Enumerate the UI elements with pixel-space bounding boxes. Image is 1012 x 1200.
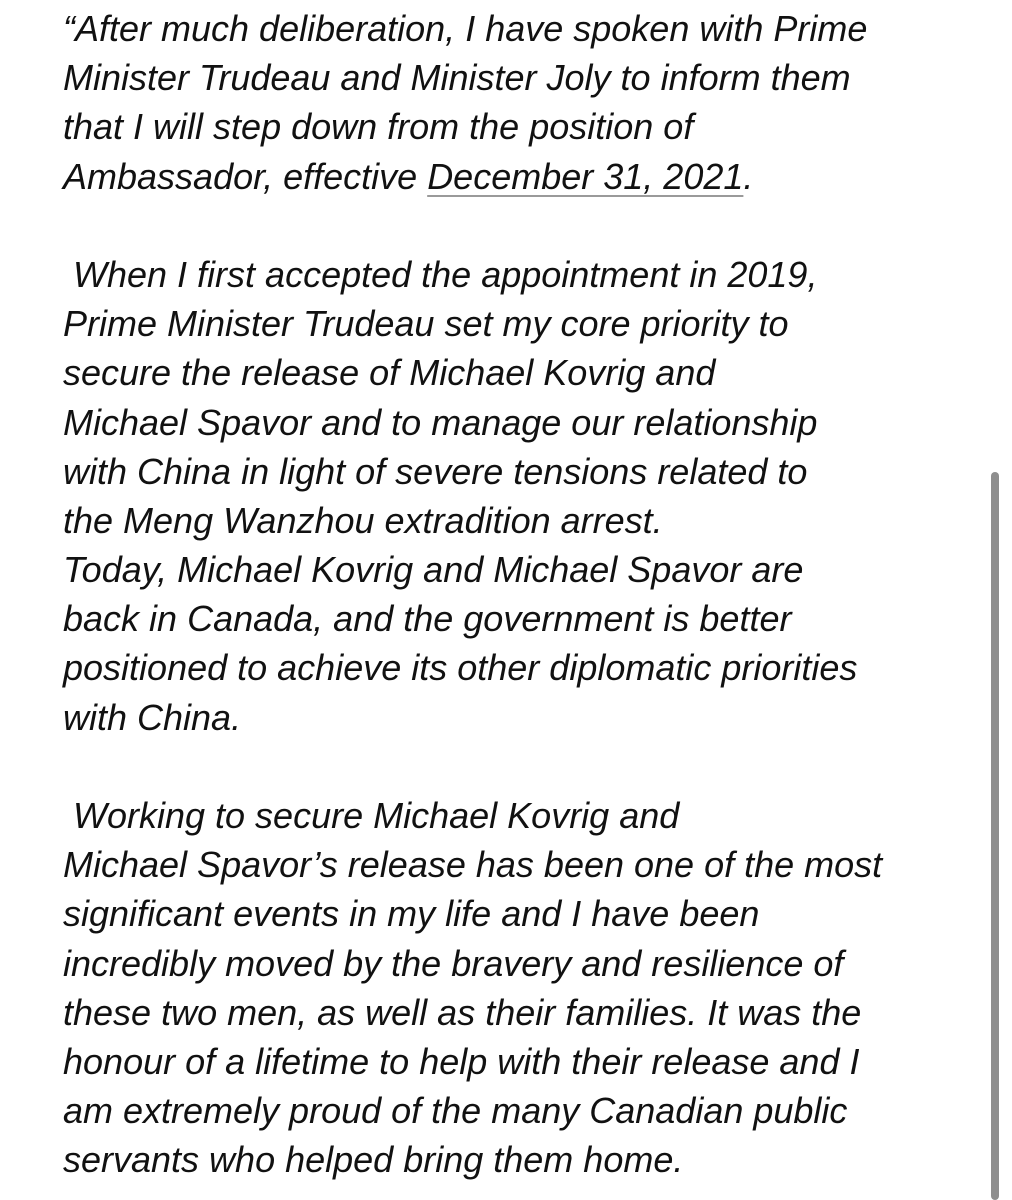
paragraph-gap <box>63 742 963 791</box>
text-line: “After much deliberation, I have spoken with Prime <box>63 8 868 49</box>
paragraph-gap <box>63 201 963 250</box>
text-line: with China in light of severe tensions related to <box>63 450 808 492</box>
text-line: servants who helped bring them home. <box>63 1139 684 1181</box>
text-line: Minister Trudeau and Minister Joly to inform them <box>63 57 851 99</box>
paragraph-1 <box>63 4 963 201</box>
paragraph-3 <box>63 791 963 1185</box>
text-line: secure the release of Michael Kovrig and <box>63 352 716 394</box>
text-line: that I will step down from the position of <box>63 106 694 148</box>
text-fragment: . <box>743 155 754 197</box>
text-line: positioned to achieve its other diplomatic priorities <box>63 647 858 689</box>
text-line: honour of a lifetime to help with their release and I <box>63 1040 860 1082</box>
text-fragment: Ambassador, effective <box>63 155 428 197</box>
text-line: Michael Spavor and to manage our relationship <box>63 401 818 443</box>
text-line: significant events in my life and I have been <box>63 893 760 935</box>
text-line: am extremely proud of the many Canadian public <box>63 1090 848 1132</box>
text-line <box>63 152 963 201</box>
text-line: Michael Spavor’s release has been one of the most <box>63 844 883 886</box>
text-line: with China. <box>63 696 242 738</box>
text-line: Prime Minister Trudeau set my core priority to <box>63 303 789 345</box>
text-line: these two men, as well as their families. It was the <box>63 991 862 1033</box>
date-link[interactable]: December 31, 2021 <box>427 155 744 197</box>
text-line: incredibly moved by the bravery and resilience of <box>63 942 844 984</box>
text-line: back in Canada, and the government is better <box>63 598 792 640</box>
paragraph-2 <box>63 250 963 742</box>
vertical-scrollbar[interactable] <box>991 472 999 1200</box>
text-line: When I first accepted the appointment in 2019, <box>63 253 818 295</box>
text-line: Working to secure Michael Kovrig and <box>63 795 680 836</box>
text-line: the Meng Wanzhou extradition arrest. <box>63 499 663 541</box>
text-line: Today, Michael Kovrig and Michael Spavor are <box>63 549 804 591</box>
statement-text <box>63 0 963 1185</box>
